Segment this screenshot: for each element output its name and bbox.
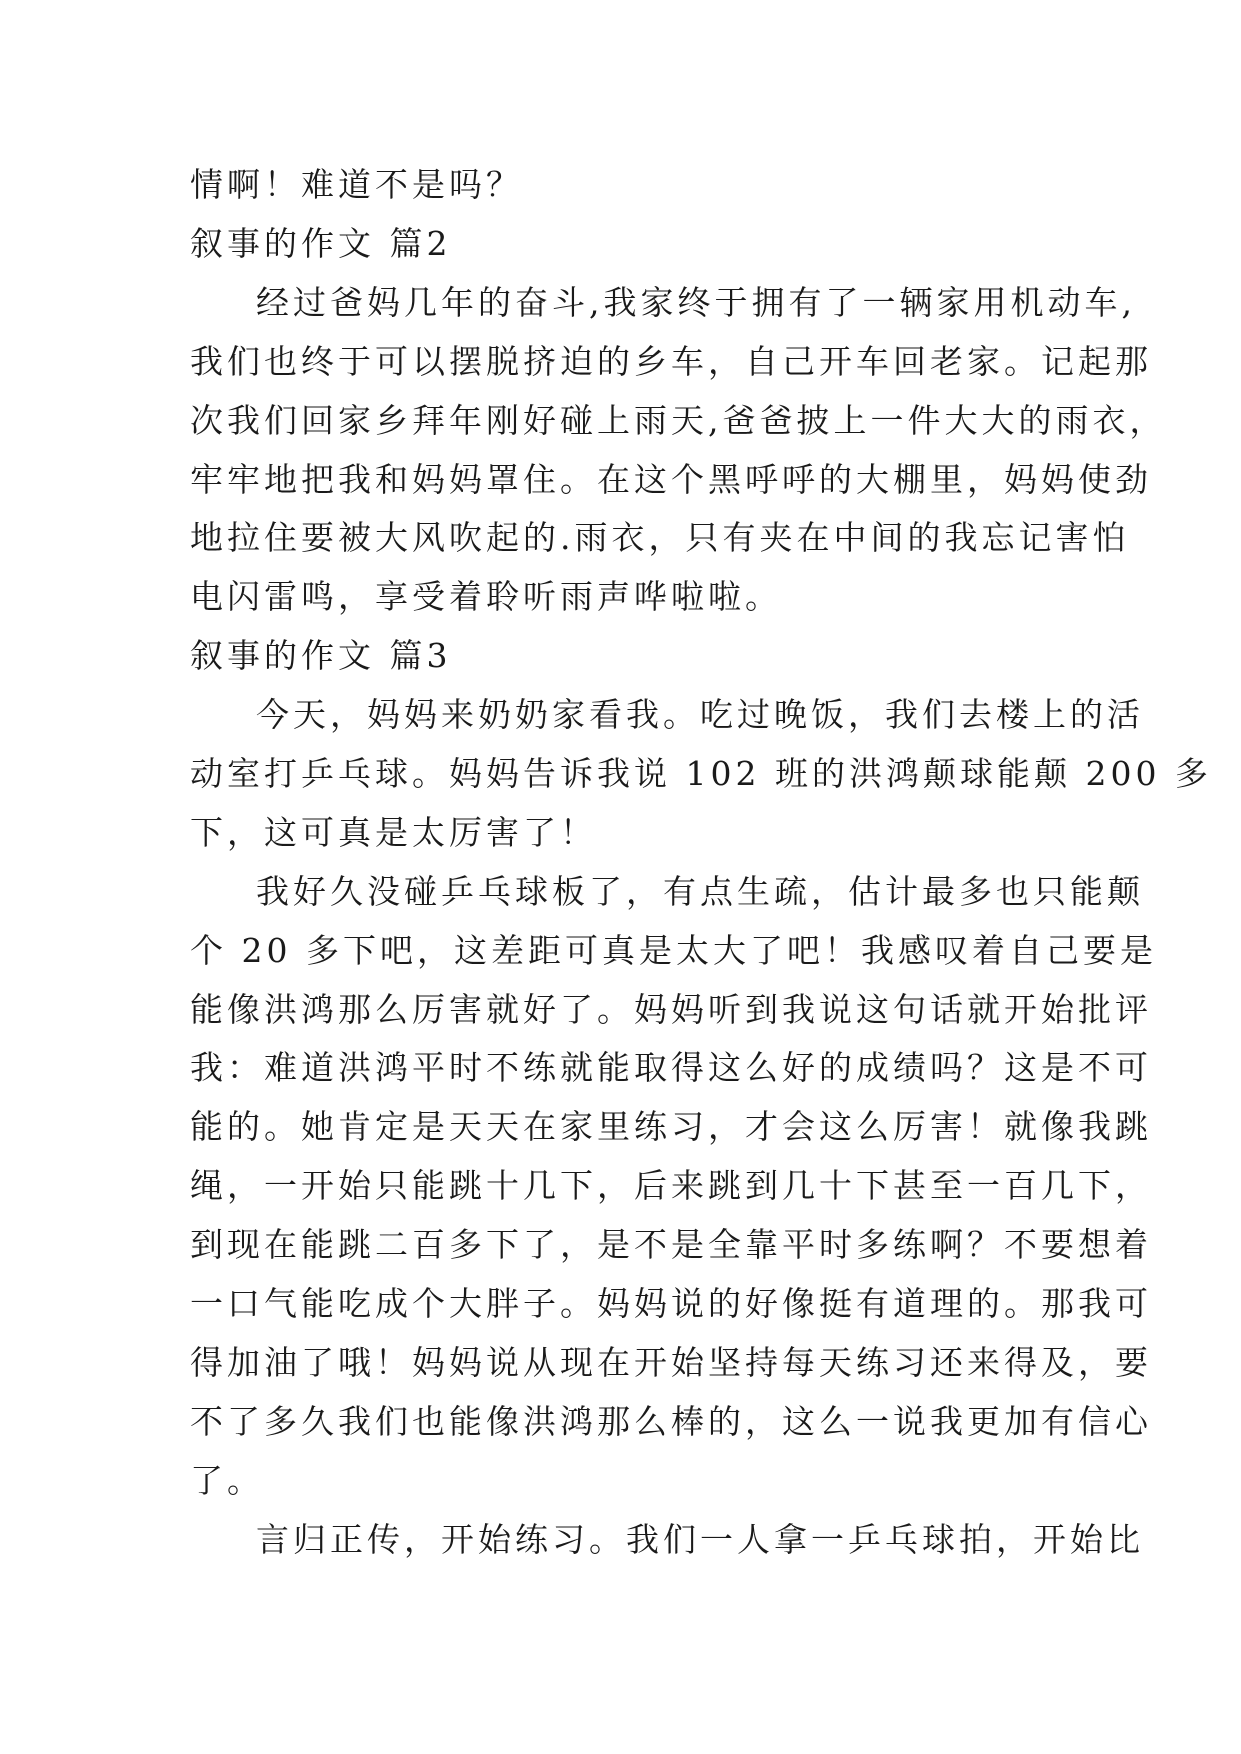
text-line: 地拉住要被大风吹起的.雨衣，只有夹在中间的我忘记害怕 — [190, 518, 1130, 557]
text-line: 一口气能吃成个大胖子。妈妈说的好像挺有道理的。那我可 — [190, 1284, 1152, 1323]
text-line: 能的。她肯定是天天在家里练习，才会这么厉害！就像我跳 — [190, 1107, 1152, 1146]
text-line: 我好久没碰乒乓球板了，有点生疏，估计最多也只能颠 — [256, 872, 1144, 911]
text-line: 言归正传，开始练习。我们一人拿一乒乓球拍，开始比 — [256, 1520, 1144, 1559]
text-line: 我们也终于可以摆脱挤迫的乡车，自己开车回老家。记起那 — [190, 342, 1152, 381]
text-line: 次我们回家乡拜年刚好碰上雨天,爸爸披上一件大大的雨衣， — [190, 401, 1167, 440]
text-line: 动室打乒乓球。妈妈告诉我说 102 班的洪鸿颠球能颠 200 多 — [190, 754, 1212, 793]
text-line: 个 20 多下吧，这差距可真是太大了吧！我感叹着自己要是 — [190, 931, 1157, 970]
text-line: 情啊！难道不是吗？ — [190, 165, 523, 204]
text-line: 能像洪鸿那么厉害就好了。妈妈听到我说这句话就开始批评 — [190, 990, 1152, 1029]
text-line: 牢牢地把我和妈妈罩住。在这个黑呼呼的大棚里，妈妈使劲 — [190, 460, 1152, 499]
text-line: 了。 — [190, 1461, 264, 1500]
text-line: 得加油了哦！妈妈说从现在开始坚持每天练习还来得及，要 — [190, 1343, 1152, 1382]
section-heading: 叙事的作文 篇3 — [190, 636, 452, 675]
text-line: 今天，妈妈来奶奶家看我。吃过晚饭，我们去楼上的活 — [256, 695, 1144, 734]
text-line: 我：难道洪鸿平时不练就能取得这么好的成绩吗？这是不可 — [190, 1048, 1152, 1087]
text-line: 经过爸妈几年的奋斗,我家终于拥有了一辆家用机动车, — [256, 283, 1136, 322]
section-heading: 叙事的作文 篇2 — [190, 224, 452, 263]
text-line: 电闪雷鸣，享受着聆听雨声哗啦啦。 — [190, 577, 782, 616]
text-line: 不了多久我们也能像洪鸿那么棒的，这么一说我更加有信心 — [190, 1402, 1152, 1441]
text-line: 绳，一开始只能跳十几下，后来跳到几十下甚至一百几下， — [190, 1166, 1152, 1205]
text-line: 下，这可真是太厉害了！ — [190, 813, 597, 852]
text-line: 到现在能跳二百多下了，是不是全靠平时多练啊？不要想着 — [190, 1225, 1152, 1264]
